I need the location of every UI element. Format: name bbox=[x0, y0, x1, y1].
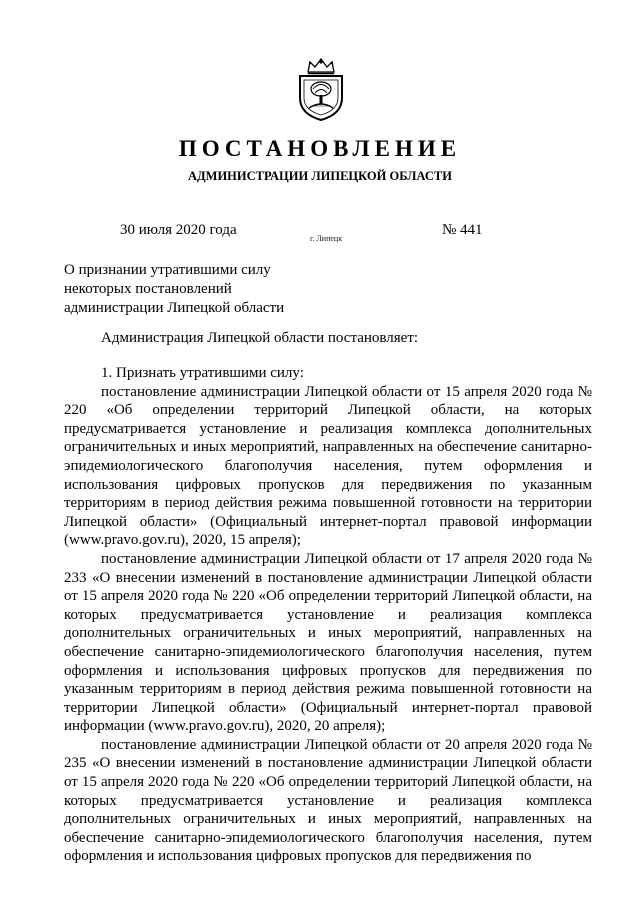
document-type-title: ПОСТАНОВЛЕНИЕ bbox=[178, 136, 462, 161]
issuer-title: АДМИНИСТРАЦИИ ЛИПЕЦКОЙ ОБЛАСТИ bbox=[188, 169, 452, 183]
document-date: 30 июля 2020 года bbox=[120, 222, 237, 238]
body-paragraph: постановление администрации Липецкой области от 17 апреля 2020 года № 233 «О внесении изменений в постановление администрации Липецкой области от 15 апреля 2020 года № 220 «Об определении территорий Липецкой области, на которых предусматривается установление и реализация комплекса дополнительных ограничительных и иных мероприятий, направленных на обеспечение санитарно-эпидемиологического благополучия населения, путем оформления и использования цифровых пропусков для передвижения по указанным территориям в период действия режима повышенной готовности на территории Липецкой области» (Официальный интернет-портал правовой информации (www.pravo.gov.ru), 2020, 20 апреля); bbox=[64, 550, 592, 735]
item-heading: 1. Признать утратившими силу: bbox=[101, 365, 304, 381]
subject-line: некоторых постановлений bbox=[64, 281, 232, 297]
coat-of-arms-icon bbox=[296, 58, 346, 122]
subject-line: О признании утратившими силу bbox=[64, 262, 271, 278]
body-paragraph: постановление администрации Липецкой области от 15 апреля 2020 года № 220 «Об определении территорий Липецкой области, на которых предусматривается установление и реализация комплекса дополнительных ограничительных и иных мероприятий, направленных на обеспечение санитарно-эпидемиологического благополучия населения, путем оформления и использования цифровых пропусков для передвижения по указанным территориям в период действия режима повышенной готовности на территории Липецкой области» (Официальный интернет-портал правовой информации (www.pravo.gov.ru), 2020, 15 апреля); bbox=[64, 383, 592, 549]
body-paragraph: постановление администрации Липецкой области от 20 апреля 2020 года № 235 «О внесении изменений в постановление администрации Липецкой области от 15 апреля 2020 года № 220 «Об определении территорий Липецкой области, на которых предусматривается установление и реализация комплекса дополнительных ограничительных и иных мероприятий, направленных на обеспечение санитарно-эпидемиологического благополучия населения, путем оформления и использования цифровых пропусков для передвижения по bbox=[64, 736, 592, 865]
document-body bbox=[64, 364, 592, 866]
document-subject bbox=[64, 261, 364, 318]
subject-line: администрации Липецкой области bbox=[64, 300, 285, 316]
document-number: № 441 bbox=[442, 222, 483, 238]
preamble: Администрация Липецкой области постановляет: bbox=[101, 330, 419, 346]
document-city: г. Липецк bbox=[310, 234, 343, 243]
